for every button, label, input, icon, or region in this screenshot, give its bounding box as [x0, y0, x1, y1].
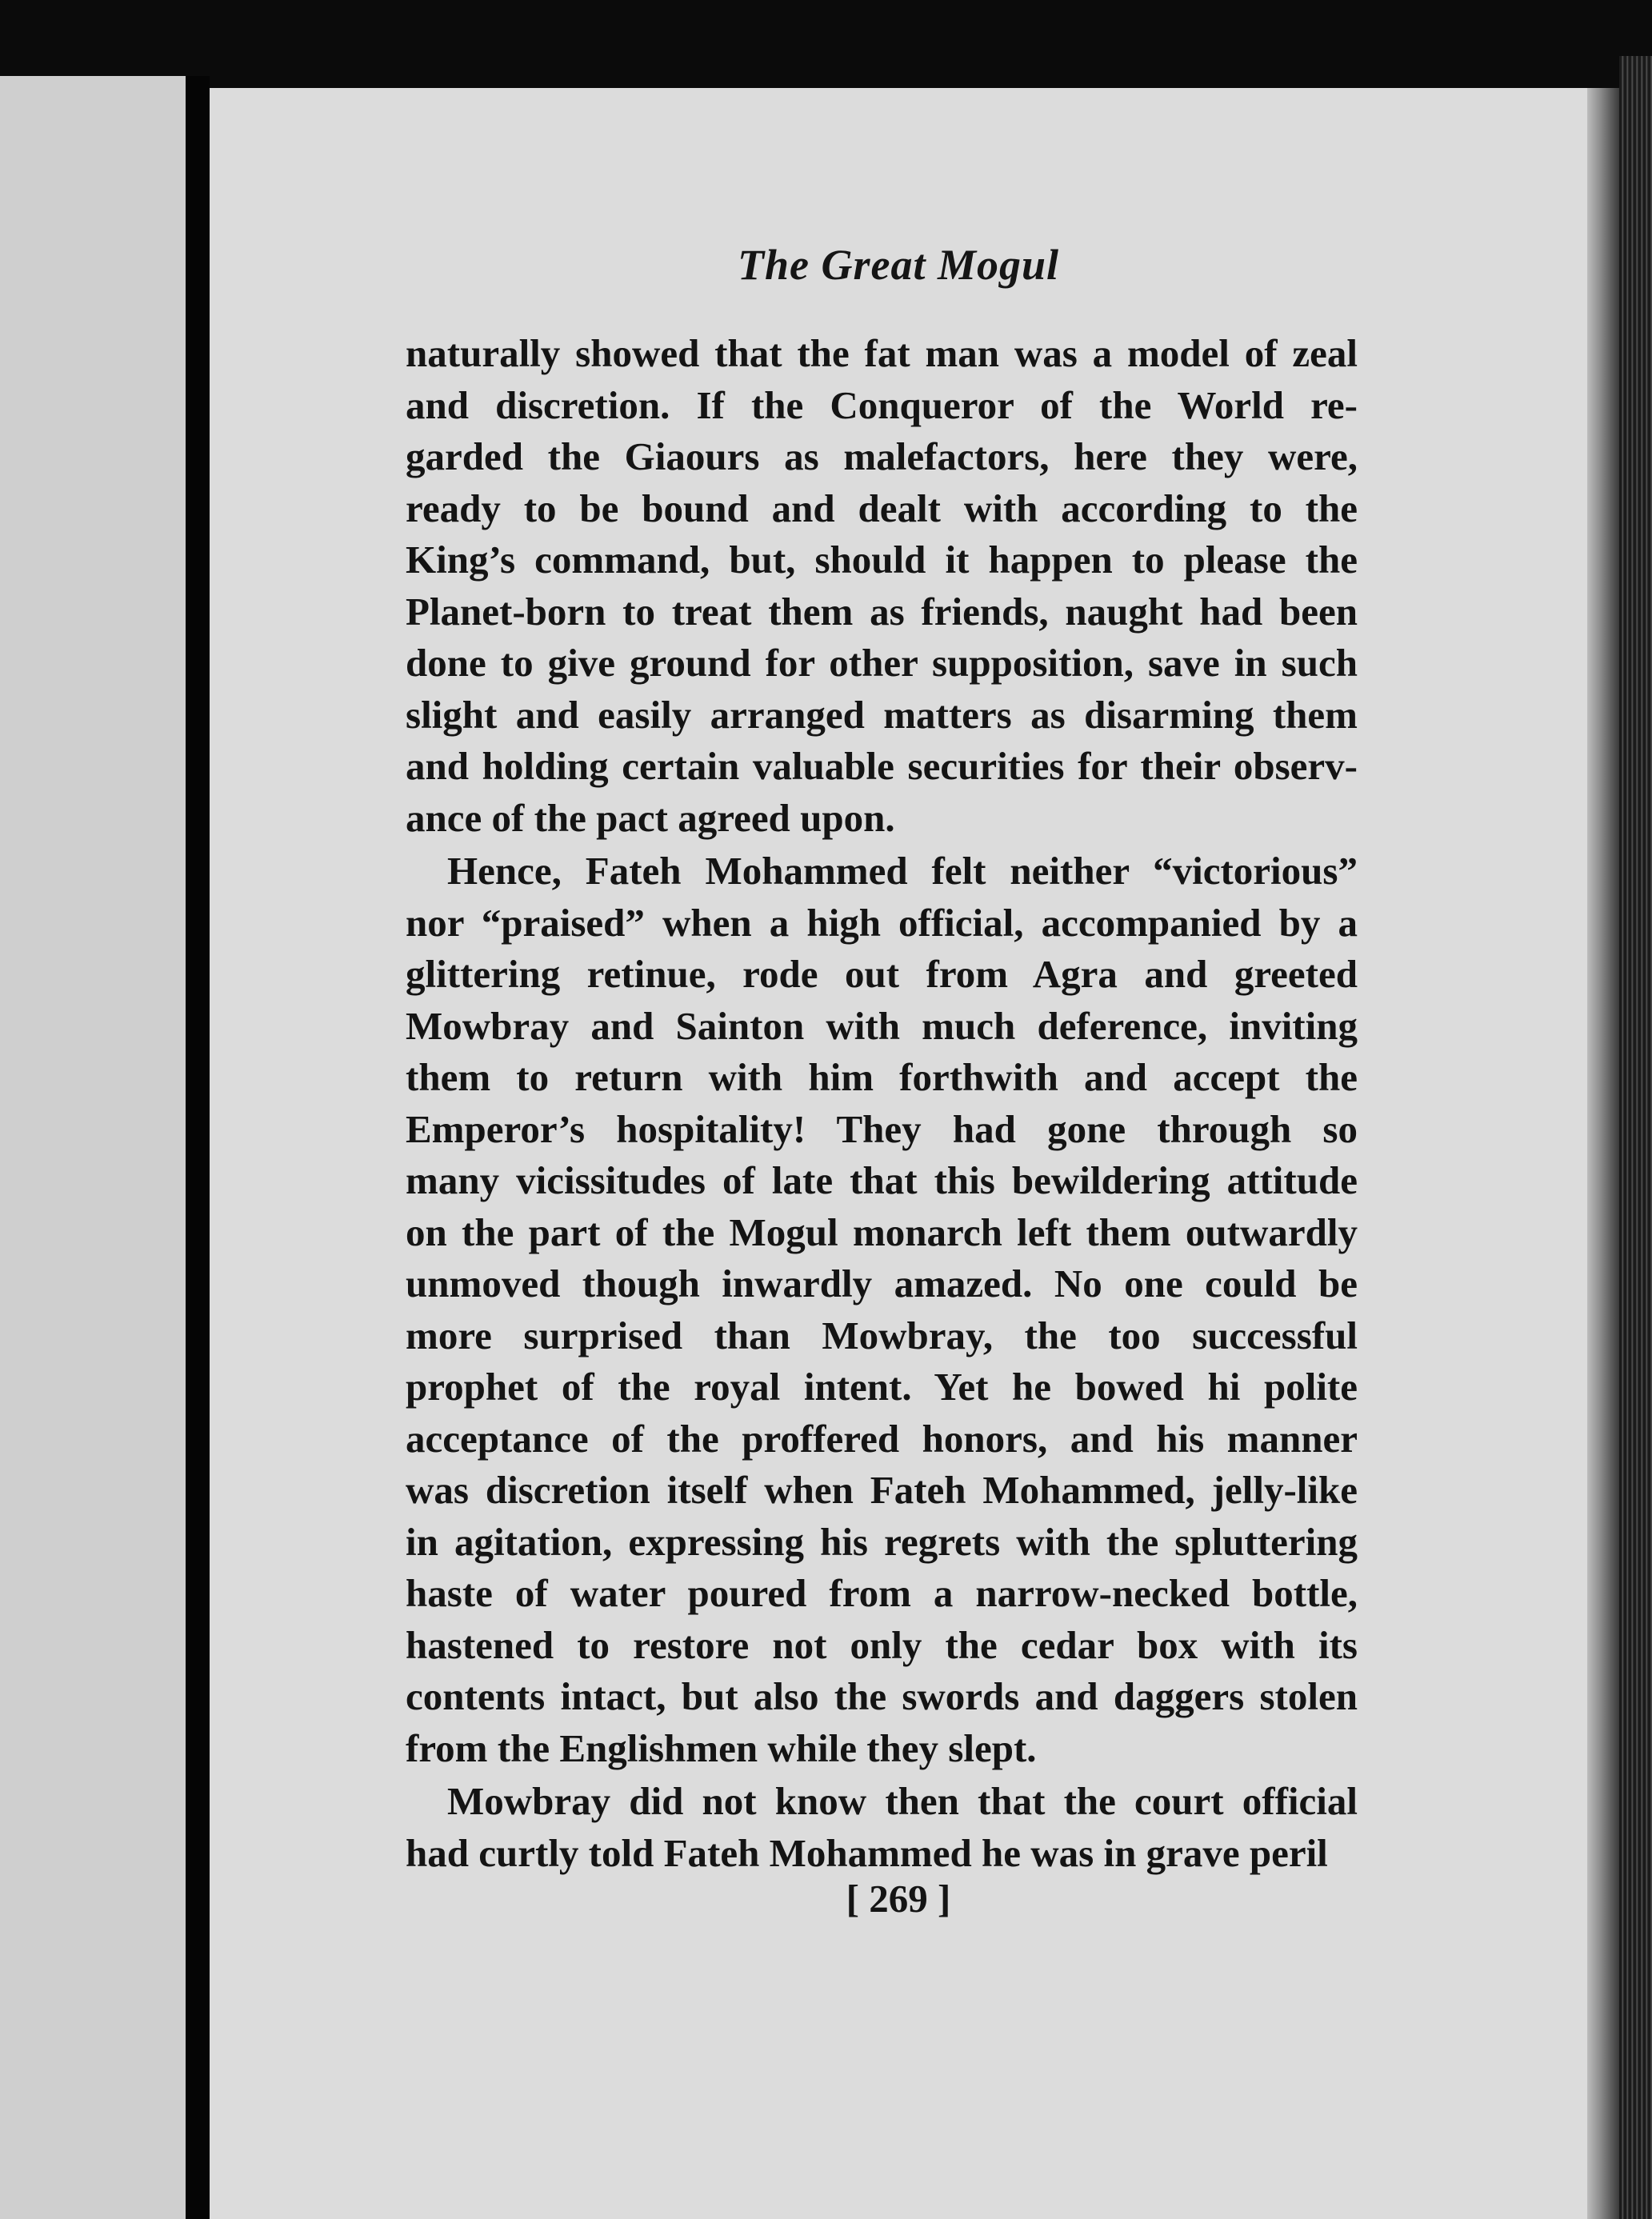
paragraph [406, 1776, 1358, 1879]
text-line: Planet-born to treat them as friends, naught had been [406, 589, 1358, 634]
text-line: more surprised than Mowbray, the too successful [406, 1313, 1358, 1357]
page-edge-right [1587, 88, 1619, 2219]
text-line: and discretion. If the Conqueror of the World re- [406, 382, 1358, 427]
facing-page-left [0, 76, 186, 2219]
page-stack-right [1619, 56, 1652, 2219]
running-head: The Great Mogul [737, 241, 1060, 289]
page-number: [ 269 ] [846, 1877, 951, 1921]
text-line: Hence, Fateh Mohammed felt neither “victorious” [447, 849, 1358, 893]
text-line: had curtly told Fateh Mohammed he was in grave peril [406, 1830, 1328, 1875]
body-text [406, 328, 1358, 1879]
text-line: prophet of the royal intent. Yet he bowed hi polite [406, 1365, 1358, 1409]
text-line: contents intact, but also the swords and daggers stolen [406, 1674, 1358, 1718]
text-line: from the Englishmen while they slept. [406, 1725, 1037, 1770]
text-line: Mowbray did not know then that the court official [447, 1779, 1358, 1823]
text-line: on the part of the Mogul monarch left them outwardly [406, 1209, 1358, 1254]
text-line: naturally showed that the fat man was a model of zeal [406, 331, 1358, 375]
text-line: acceptance of the proffered honors, and his manner [406, 1416, 1358, 1461]
text-line: King’s command, but, should it happen to please the [406, 538, 1358, 582]
text-line: ance of the pact agreed upon. [406, 795, 895, 840]
text-line: nor “praised” when a high official, accompanied by a [406, 900, 1358, 945]
text-line: hastened to restore not only the cedar box with its [406, 1622, 1358, 1667]
text-line: haste of water poured from a narrow-necked bottle, [406, 1571, 1358, 1615]
book-page [210, 88, 1587, 2219]
text-line: slight and easily arranged matters as disarming them [406, 692, 1358, 737]
text-line: Emperor’s hospitality! They had gone through so [406, 1106, 1358, 1151]
paragraph [406, 846, 1358, 1774]
text-line: Mowbray and Sainton with much deference, inviting [406, 1003, 1358, 1048]
text-line: was discretion itself when Fateh Mohammed, jelly-like [406, 1468, 1358, 1512]
text-line: and holding certain valuable securities for their observ- [406, 744, 1358, 788]
text-line: in agitation, expressing his regrets with the spluttering [406, 1519, 1358, 1564]
text-line: unmoved though inwardly amazed. No one could be [406, 1261, 1358, 1305]
text-line: them to return with him forthwith and accept the [406, 1055, 1358, 1099]
text-line: many vicissitudes of late that this bewildering attitude [406, 1158, 1358, 1202]
gutter-shadow [186, 76, 210, 2219]
text-line: garded the Giaours as malefactors, here they were, [406, 434, 1358, 478]
paragraph [406, 328, 1358, 844]
text-line: done to give ground for other supposition, save in such [406, 641, 1358, 685]
text-line: glittering retinue, rode out from Agra and greeted [406, 952, 1358, 996]
text-line: ready to be bound and dealt with according to the [406, 486, 1358, 530]
